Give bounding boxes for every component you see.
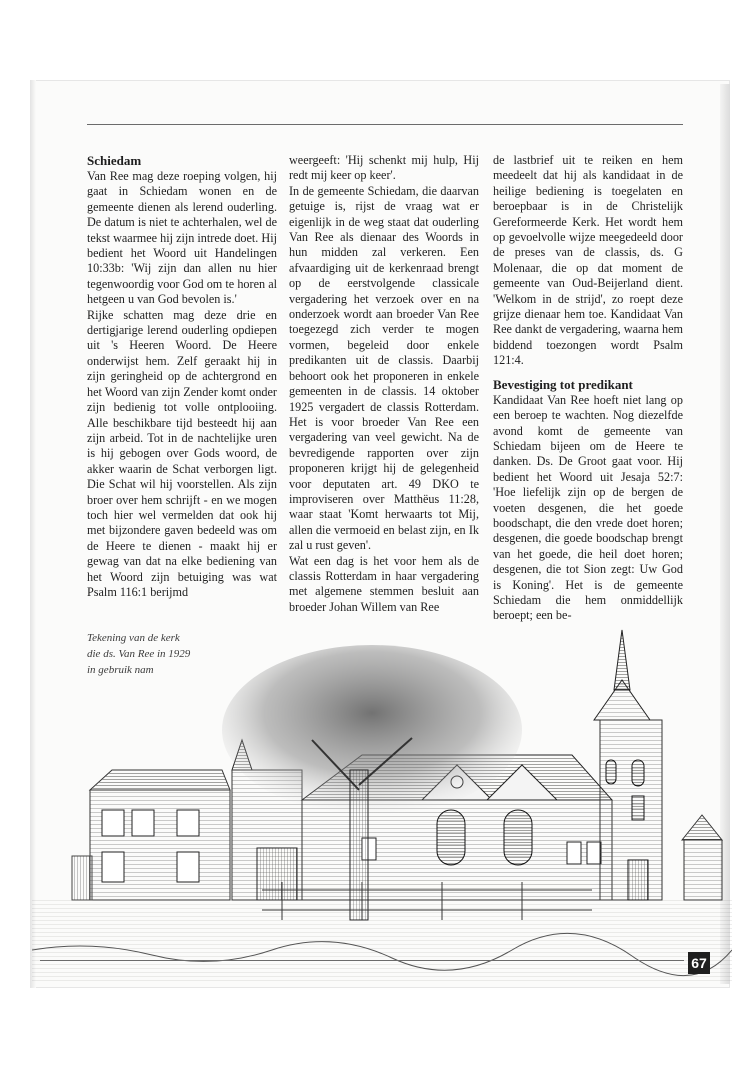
paragraph: Van Ree mag deze roeping volgen, hij gaat in Schiedam wonen en de gemeente dienen als lerend ouderling. De datum is niet te achterhalen, wel de tekst waarmee hij zijn intrede doet. Hij bedient het Woord uit Handelingen 10:33b: 'Wij zijn dan allen nu hier tegenwoordig voor God om te horen al hetgeen u van God bevolen is.' [87, 169, 277, 307]
paragraph: Rijke schatten mag deze drie en dertigjarige lerend ouderling opdiepen uit 's Heeren Woord. De Heere onderwijst hem. Zelf geraakt hij in zijn geringheid op de achtergrond en het Woord van zijn Zender komt onder zijn bedienig tot volle ontplooiing. Alle beschikbare tijd besteedt hij aan zijn arbeid. Tot in de nachtelijke uren is hij gebogen over Gods woord, de akker waarin de Schat verborgen ligt. Die Schat wil hij voorstellen. Als zijn broer over hem schrijft - en we mogen toch hier wel vermelden dat ook hij met bijzondere gaven bedeeld was om de Heere te dienen - maakt hij er gewag van dat na elke bediening van het Woord zijn betuiging was wat Psalm 116:1 berijmd [87, 307, 277, 599]
church-tower [594, 630, 662, 900]
paragraph: Wat een dag is het voor hem als de classis Rotterdam in haar vergadering met algemene stemmen besluit aan broeder Johan Willem van Ree [289, 553, 479, 614]
text-column-2 [289, 153, 479, 615]
text-column-1 [87, 153, 277, 600]
church-drawing [32, 620, 732, 982]
paragraph: weergeeft: 'Hij schenkt mij hulp, Hij redt mij keer op keer'. [289, 153, 479, 183]
text-column-3 [493, 153, 683, 624]
top-rule [87, 124, 683, 125]
caption-line: in gebruik nam [87, 664, 154, 676]
left-house [72, 770, 230, 900]
bottom-rule [40, 960, 684, 961]
caption-line: Tekening van de kerk [87, 632, 180, 644]
section-heading-bevestiging: Bevestiging tot predikant [493, 376, 633, 392]
caption-line: die ds. Van Ree in 1929 [87, 648, 191, 660]
page-number: 67 [688, 952, 710, 974]
paragraph: In de gemeente Schiedam, die daarvan getuige is, rijst de vraag wat er eigenlijk in de weg staat dat ouderling Van Ree als dienaar des Woords in hun midden zal verkeren. Een afvaardiging uit de kerkenraad brengt op de eerstvolgende classicale vergadering het verzoek over en na onderzoek wordt aan broeder Van Ree toegezegd zich verder te mogen vormen, begeleid door enkele predikanten uit de classis. Daarbij behoort ook het proponeren in enkele gemeenten in de classis. 14 oktober 1925 vergadert de classis Rotterdam. Het is voor broeder Van Ree een vergadering van veel gewicht. Na de bevredigende rapporten over zijn proponeren krijgt hij de gelegenheid voor deputaten art. 49 DKO te improviseren over Matthëus 11:28, waar staat 'Komt herwaarts tot Mij, allen die vermoeid en belast zijn, en Ik zal u rust geven'. [289, 183, 479, 553]
paragraph: Kandidaat Van Ree hoeft niet lang op een beroep te wachten. Nog diezelfde avond komt de gemeente van Schiedam bijeen om de Heere te danken. Ds. De Groot gaat voor. Hij bedient het Woord uit Jesaja 52:7: 'Hoe liefelijk zijn op de bergen de voeten desgenen, die het goede boodschapt, die den vrede doet horen; desgenen, die goede boodschap brengt van het goede, die heil doet horen; desgenen, die tot Sion zegt: Uw God is Koning'. Het is de gemeente Schiedam die hem onmiddellijk beroept; een be- [493, 392, 683, 623]
section-heading-schiedam: Schiedam [87, 153, 142, 168]
right-shed [682, 815, 722, 900]
paragraph: de lastbrief uit te reiken en hem meedeelt dat hij als kandidaat in de heilige bediening is toegelaten en beroepbaar is in de Christelijk Gereformeerde Kerk. Het wordt hem op gevoelvolle wijze meegedeeld door de preses van de classis, ds. G Molenaar, die op dat moment de gemeente van Oud-Beijerland dient. 'Welkom in de strijd', zo roept deze grijze dienaar hem toe. Kandidaat Van Ree dankt de vergadering, waarna hem biddend toezongen wordt Psalm 121:4. [493, 153, 683, 368]
